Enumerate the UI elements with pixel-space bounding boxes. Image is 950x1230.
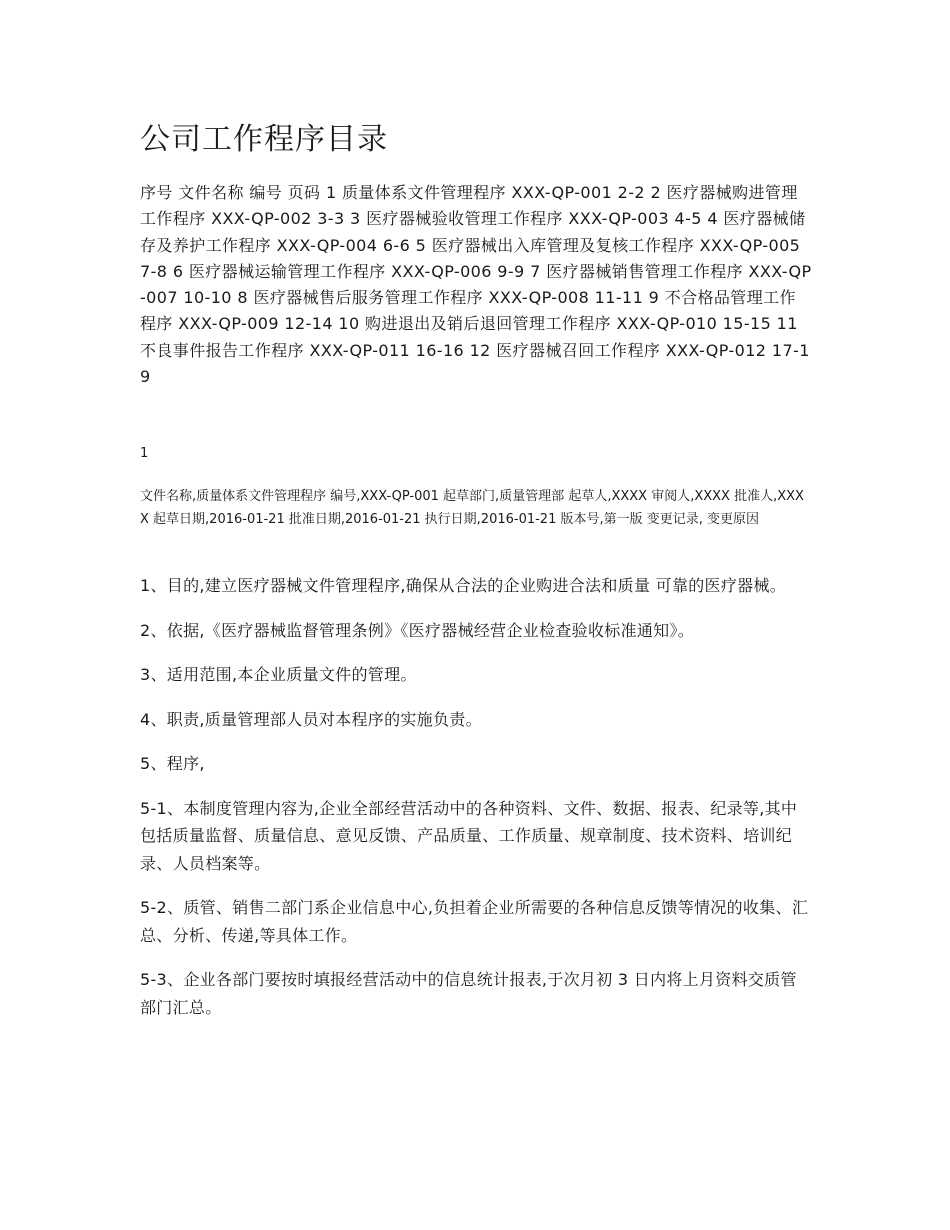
- paragraph-basis: 2、依据,《医疗器械监督管理条例》《医疗器械经营企业检查验收标准通知》。: [140, 620, 695, 640]
- paragraph-procedure: 5、程序,: [140, 754, 205, 773]
- document-title: 公司工作程序目录: [140, 122, 388, 157]
- paragraph-procedure-5-3: 5-3、企业各部门要按时填报经营活动中的信息统计报表,于次月初 3 日内将上月资料交质管部门汇总。: [140, 970, 797, 1017]
- table-of-contents: 序号 文件名称 编号 页码 1 质量体系文件管理程序 XXX-QP-001 2-2 2 医疗器械购进管理工作程序 XXX-QP-002 3-3 3 医疗器械验收管理工作程序 XXX-QP-003 4-5 4 医疗器械储存及养护工作程序 XXX-QP-004 6-6 5 医疗器械出入库管理及复核工作程序 XXX-QP-005 7-8 6 医疗器械运输管理工作程序 XXX-QP-006 9-9 7 医疗器械销售管理工作程序 XXX-QP-007 10-10 8 医疗器械售后服务管理工作程序 XXX-QP-008 11-11 9 不合格品管理工作程序 XXX-QP-009 12-14 10 购进退出及销后退回管理工作程序 XXX-QP-010 15-15 11 不良事件报告工作程序 XXX-QP-011 16-16 12 医疗器械召回工作程序 XXX-QP-012 17-19: [140, 183, 812, 387]
- paragraph-procedure-5-1: 5-1、本制度管理内容为,企业全部经营活动中的各种资料、文件、数据、报表、纪录等,其中包括质量监督、质量信息、意见反馈、产品质量、工作质量、规章制度、技术资料、培训纪录、人员档案等。: [140, 798, 798, 873]
- document-metadata: 文件名称,质量体系文件管理程序 编号,XXX-QP-001 起草部门,质量管理部 起草人,XXXX 审阅人,XXXX 批准人,XXXX 起草日期,2016-01-21 批准日期,2016-01-21 执行日期,2016-01-21 版本号,第一版 变更记录, 变更原因: [140, 489, 804, 527]
- paragraph-purpose: 1、目的,建立医疗器械文件管理程序,确保从合法的企业购进合法和质量 可靠的医疗器械。: [140, 576, 787, 595]
- document-body: [140, 572, 812, 1038]
- paragraph-scope: 3、适用范围,本企业质量文件的管理。: [140, 665, 417, 684]
- paragraph-procedure-5-2: 5-2、质管、销售二部门系企业信息中心,负担着企业所需要的各种信息反馈等情况的收集、汇总、分析、传递,等具体工作。: [140, 898, 809, 945]
- paragraph-responsibility: 4、职责,质量管理部人员对本程序的实施负责。: [140, 709, 482, 729]
- page-number: 1: [140, 446, 149, 461]
